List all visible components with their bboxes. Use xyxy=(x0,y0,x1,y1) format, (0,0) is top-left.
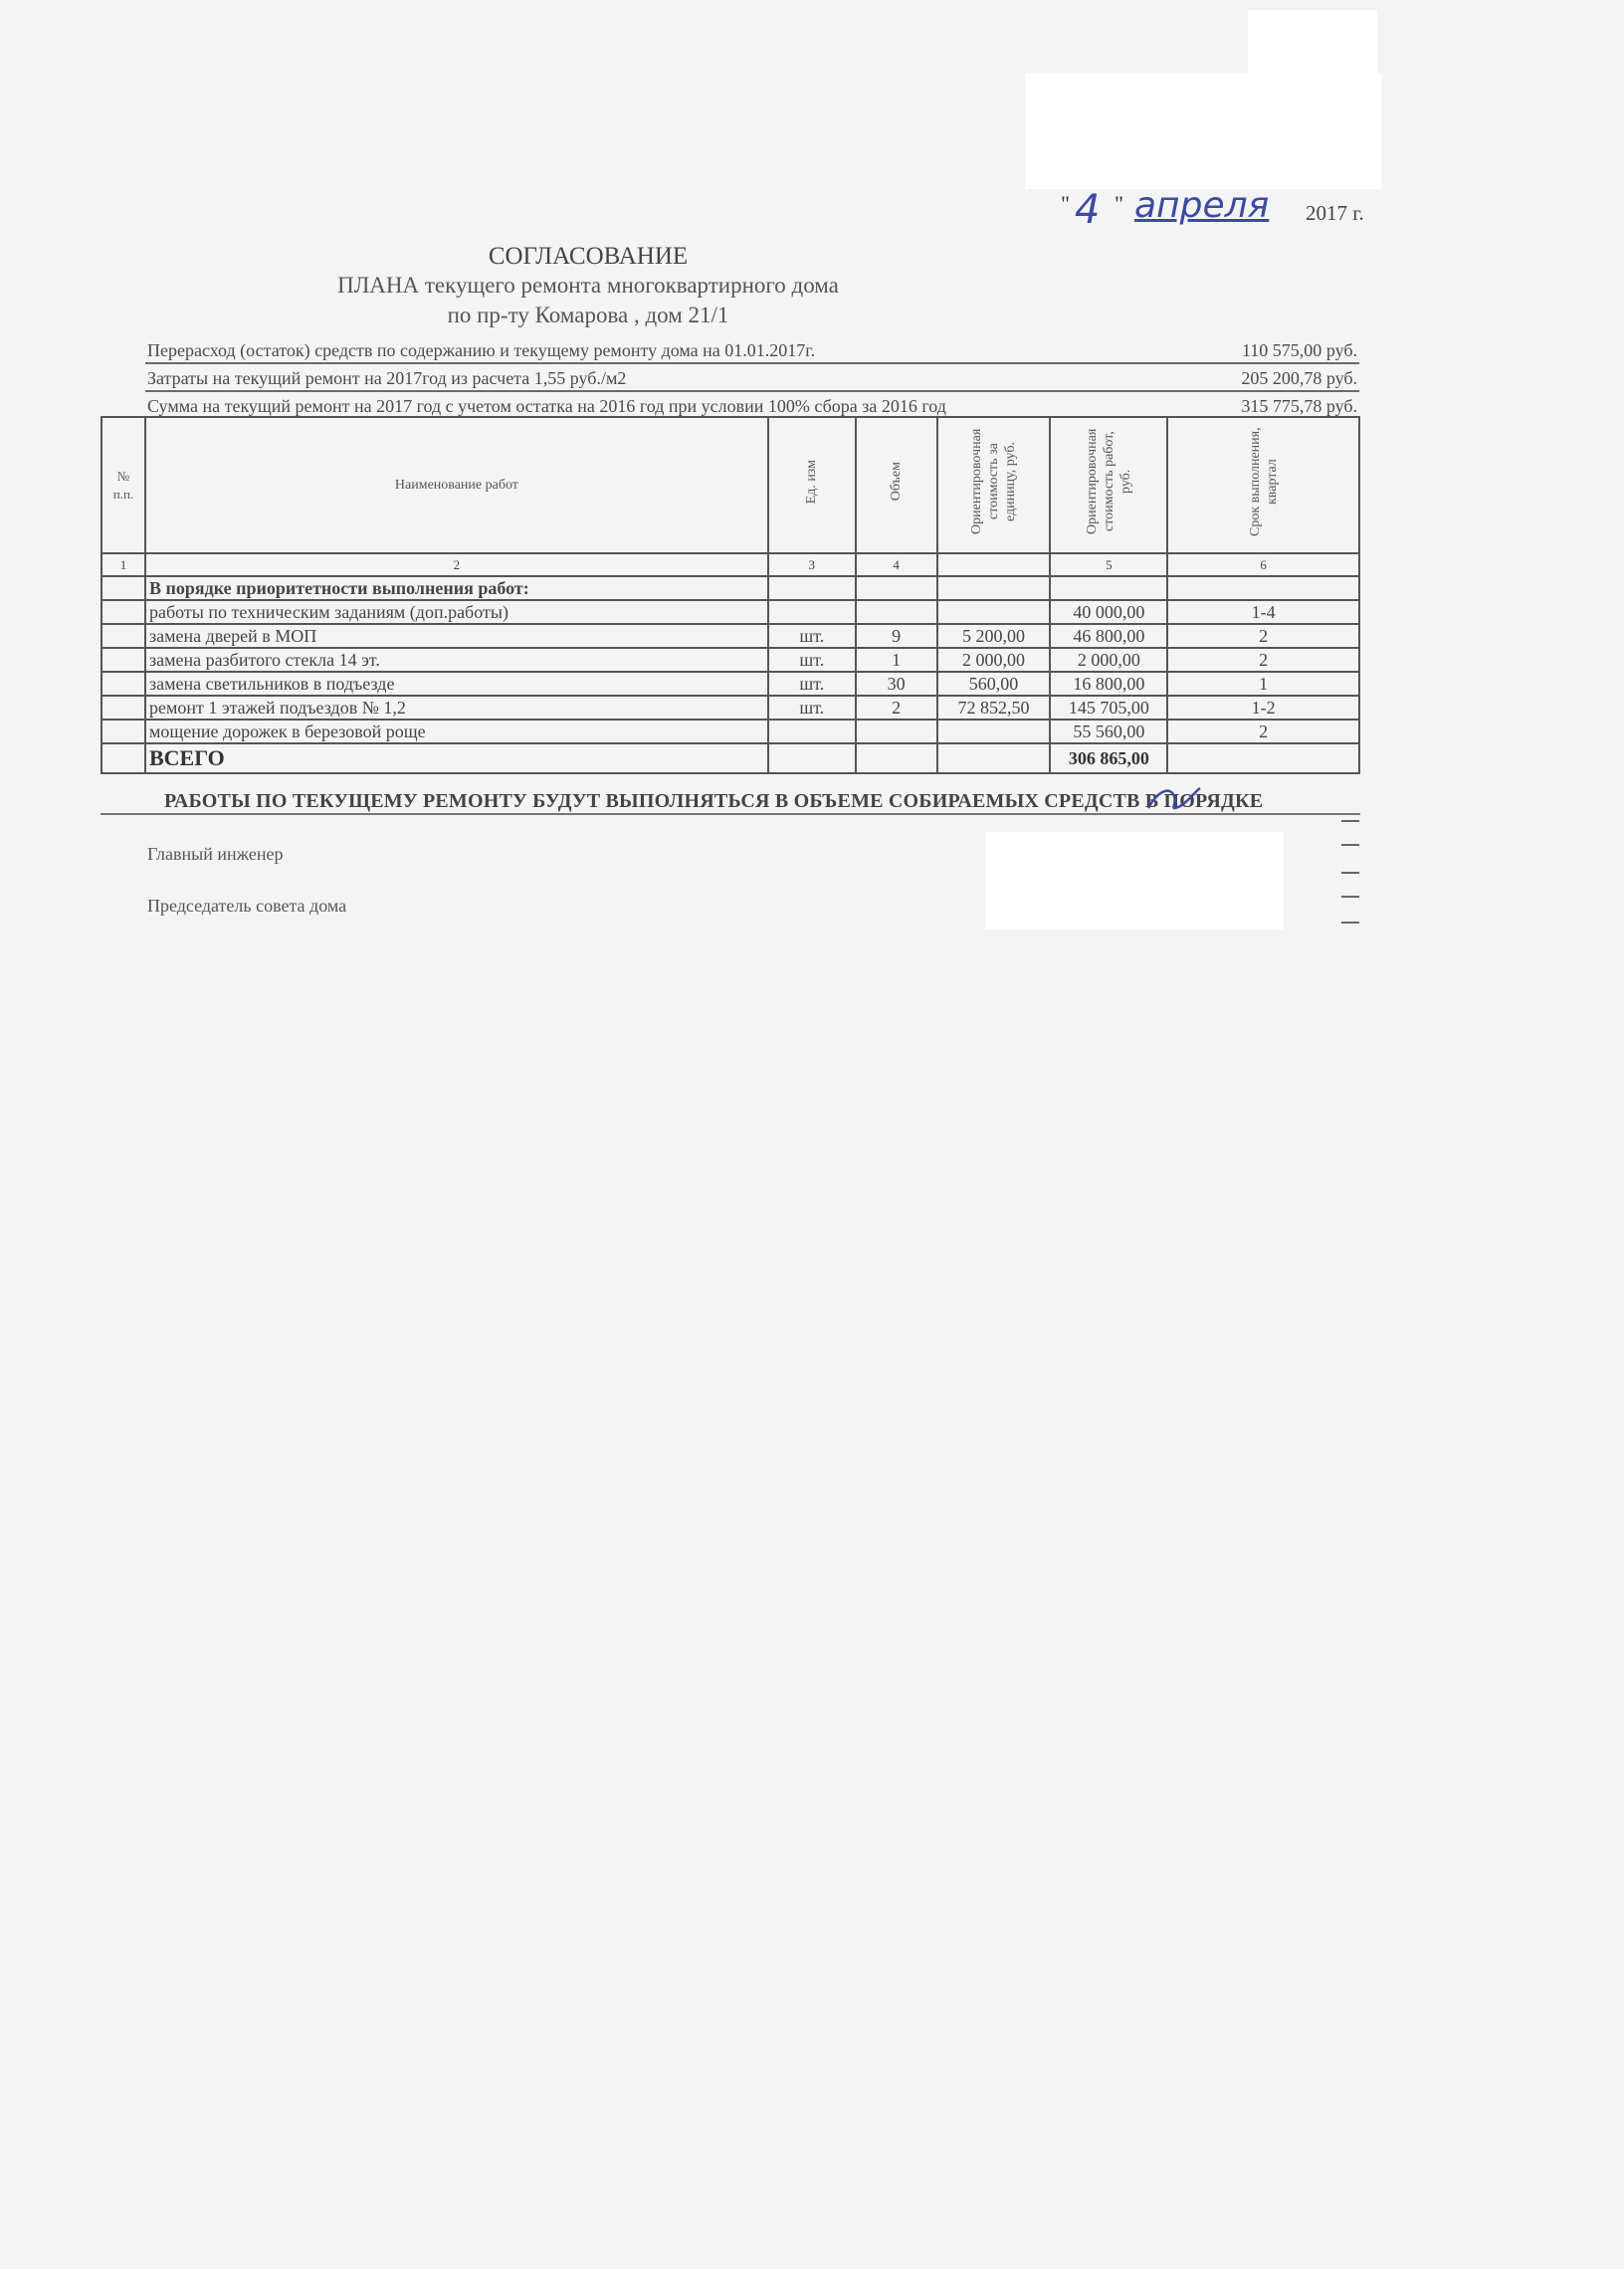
date-month-handwritten: апреля xyxy=(1134,185,1270,226)
work-volume xyxy=(856,720,937,743)
work-total: 55 560,00 xyxy=(1050,720,1167,743)
date-open-quote: " xyxy=(1061,191,1070,216)
work-unit-cost: 2 000,00 xyxy=(937,648,1051,672)
finance-label: Перерасход (остаток) средств по содержанию и текущему ремонту дома на 01.01.2017г. xyxy=(147,340,816,360)
right-margin-dash xyxy=(1341,922,1359,924)
work-name: мощение дорожек в березовой роще xyxy=(145,720,768,743)
col-number: 3 xyxy=(768,553,856,576)
column-number-row xyxy=(102,553,1359,576)
work-total: 2 000,00 xyxy=(1050,648,1167,672)
work-volume: 30 xyxy=(856,672,937,696)
work-term: 2 xyxy=(1167,624,1359,648)
signature-scribble-icon xyxy=(1144,782,1204,816)
col-number: 2 xyxy=(145,553,768,576)
work-total: 40 000,00 xyxy=(1050,600,1167,624)
header-unit: Ед. изм xyxy=(768,417,856,553)
table-header-row xyxy=(102,417,1359,553)
work-unit xyxy=(768,720,856,743)
finance-row-costs xyxy=(145,366,1359,392)
finance-label: Сумма на текущий ремонт на 2017 год с учетом остатка на 2016 год при условии 100% сбора за 2016 год xyxy=(147,396,946,416)
work-unit-cost xyxy=(937,600,1051,624)
work-term: 1-4 xyxy=(1167,600,1359,624)
work-term: 2 xyxy=(1167,648,1359,672)
header-total-cost: Ориентировочная стоимость работ, руб. xyxy=(1050,417,1167,553)
council-chair-label: Председатель совета дома xyxy=(147,896,347,916)
work-unit-cost xyxy=(937,720,1051,743)
header-num: № п.п. xyxy=(102,417,145,553)
work-total: 16 800,00 xyxy=(1050,672,1167,696)
table-row xyxy=(102,600,1359,624)
finance-amount: 110 575,00 руб. xyxy=(1241,340,1357,360)
table-row xyxy=(102,648,1359,672)
work-unit: шт. xyxy=(768,696,856,720)
date-close-quote: " xyxy=(1115,191,1123,216)
finance-label: Затраты на текущий ремонт на 2017год из расчета 1,55 руб./м2 xyxy=(147,368,627,388)
work-unit-cost: 72 852,50 xyxy=(937,696,1051,720)
work-term: 1-2 xyxy=(1167,696,1359,720)
footer-note: РАБОТЫ ПО ТЕКУЩЕМУ РЕМОНТУ БУДУТ ВЫПОЛНЯТЬСЯ В ОБЪЕМЕ СОБИРАЕМЫХ СРЕДСТВ В ПОРЯДКЕ xyxy=(164,790,1264,812)
work-unit-cost: 5 200,00 xyxy=(937,624,1051,648)
document-address: по пр-ту Комарова , дом 21/1 xyxy=(447,303,729,327)
work-unit: шт. xyxy=(768,672,856,696)
finance-amount: 315 775,78 руб. xyxy=(1241,396,1357,416)
work-name: замена дверей в МОП xyxy=(145,624,768,648)
section-row xyxy=(102,576,1359,600)
work-total: 46 800,00 xyxy=(1050,624,1167,648)
work-volume: 9 xyxy=(856,624,937,648)
col-number: 4 xyxy=(856,553,937,576)
header-term: Срок выполнения, квартал xyxy=(1167,417,1359,553)
work-name: замена разбитого стекла 14 эт. xyxy=(145,648,768,672)
work-volume: 1 xyxy=(856,648,937,672)
work-unit-cost: 560,00 xyxy=(937,672,1051,696)
right-margin-dash xyxy=(1341,896,1359,898)
right-margin-dash xyxy=(1341,820,1359,822)
table-row xyxy=(102,624,1359,648)
right-margin-dash xyxy=(1341,872,1359,874)
header-volume: Объем xyxy=(856,417,937,553)
redacted-block-top xyxy=(1025,74,1381,189)
section-title: В порядке приоритетности выполнения работ: xyxy=(145,576,768,600)
work-name: замена светильников в подъезде xyxy=(145,672,768,696)
header-unit-cost: Ориентировочная стоимость за единицу, руб. xyxy=(937,417,1051,553)
date-year: 2017 г. xyxy=(1306,201,1364,225)
work-term: 2 xyxy=(1167,720,1359,743)
work-unit: шт. xyxy=(768,624,856,648)
right-margin-dash xyxy=(1341,844,1359,846)
work-term: 1 xyxy=(1167,672,1359,696)
work-name: ремонт 1 этажей подъездов № 1,2 xyxy=(145,696,768,720)
total-label: ВСЕГО xyxy=(145,743,768,773)
work-unit: шт. xyxy=(768,648,856,672)
work-unit xyxy=(768,600,856,624)
document-subtitle: ПЛАНА текущего ремонта многоквартирного дома xyxy=(337,273,839,298)
work-total: 145 705,00 xyxy=(1050,696,1167,720)
date-day-handwritten: 4 xyxy=(1075,187,1101,233)
total-value: 306 865,00 xyxy=(1050,743,1167,773)
work-volume: 2 xyxy=(856,696,937,720)
table-row xyxy=(102,696,1359,720)
works-table xyxy=(101,416,1360,774)
col-number-empty xyxy=(937,553,1051,576)
document-date xyxy=(1055,187,1373,235)
redacted-block-top-small xyxy=(1248,10,1377,76)
finance-row-balance xyxy=(145,338,1359,364)
col-number: 5 xyxy=(1050,553,1167,576)
table-row xyxy=(102,720,1359,743)
finance-row-sum xyxy=(145,394,1359,418)
col-number: 1 xyxy=(102,553,145,576)
finance-amount: 205 200,78 руб. xyxy=(1241,368,1357,388)
header-name: Наименование работ xyxy=(145,417,768,553)
total-row xyxy=(102,743,1359,773)
chief-engineer-label: Главный инженер xyxy=(147,844,284,864)
table-row xyxy=(102,672,1359,696)
document-title: СОГЛАСОВАНИЕ xyxy=(488,243,689,270)
redacted-block-signatures xyxy=(985,832,1284,929)
col-number: 6 xyxy=(1167,553,1359,576)
work-volume xyxy=(856,600,937,624)
work-name: работы по техническим заданиям (доп.работы) xyxy=(145,600,768,624)
